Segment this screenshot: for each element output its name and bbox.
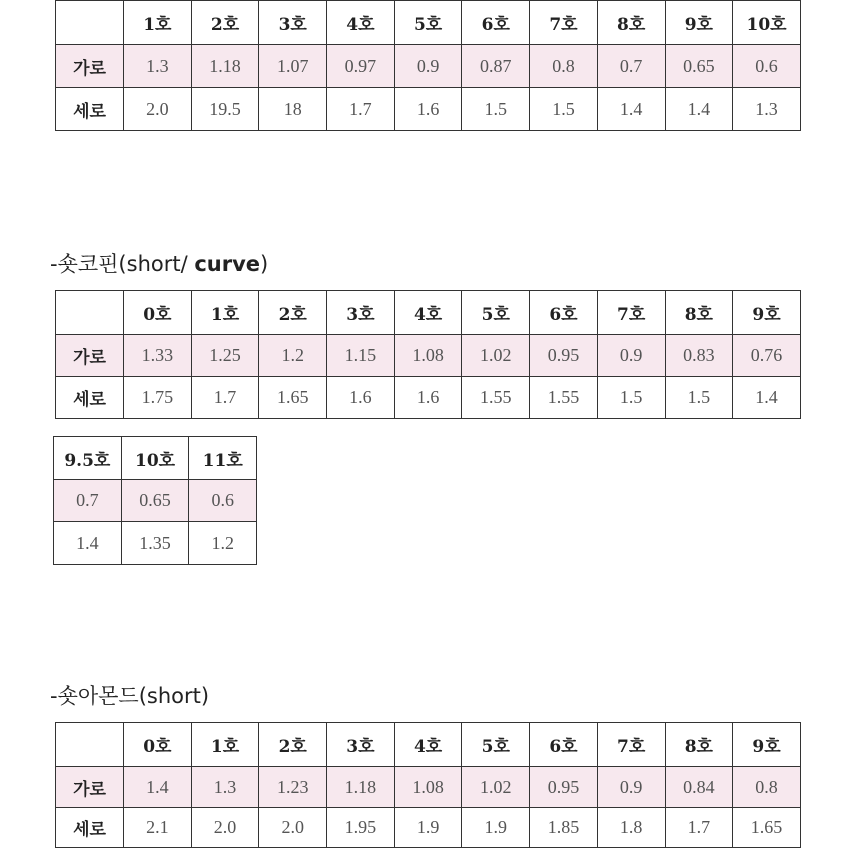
header-size-cell: 0호	[124, 291, 192, 335]
height-value-cell: 2.1	[124, 808, 192, 848]
width-value-cell: 1.18	[327, 767, 395, 808]
section-title-suffix: )	[260, 252, 269, 276]
width-value-cell: 0.97	[327, 45, 395, 88]
header-size-cell: 8호	[597, 1, 665, 45]
width-row	[54, 480, 257, 522]
header-size-cell: 4호	[327, 1, 395, 45]
height-value-cell: 1.85	[530, 808, 598, 848]
size-table-1	[55, 0, 801, 131]
header-size-cell: 0호	[124, 723, 192, 767]
width-value-cell: 0.6	[189, 480, 257, 522]
height-value-cell: 1.65	[733, 808, 801, 848]
height-value-cell: 1.5	[597, 377, 665, 419]
header-size-cell: 9호	[733, 291, 801, 335]
header-size-cell: 9.5호	[54, 437, 122, 480]
header-size-cell: 5호	[462, 723, 530, 767]
row-label-width: 가로	[56, 335, 124, 377]
header-corner-cell	[56, 291, 124, 335]
section-title-prefix: -숏코핀(short/	[50, 252, 195, 276]
header-size-cell: 7호	[597, 291, 665, 335]
width-row	[56, 767, 801, 808]
header-size-cell: 4호	[394, 723, 462, 767]
height-value-cell: 1.9	[462, 808, 530, 848]
height-value-cell: 1.6	[327, 377, 395, 419]
height-value-cell: 1.2	[189, 522, 257, 565]
header-size-cell: 7호	[530, 1, 598, 45]
height-row	[56, 88, 801, 131]
section-title-short-almond: -숏아몬드(short)	[50, 684, 210, 708]
width-value-cell: 0.7	[597, 45, 665, 88]
width-value-cell: 1.08	[394, 767, 462, 808]
size-table-3	[55, 722, 801, 848]
header-size-cell: 1호	[124, 1, 192, 45]
header-size-cell: 11호	[189, 437, 257, 480]
width-value-cell: 1.4	[124, 767, 192, 808]
table-header-row	[54, 437, 257, 480]
header-size-cell: 4호	[394, 291, 462, 335]
height-value-cell: 1.4	[665, 88, 733, 131]
width-value-cell: 1.08	[394, 335, 462, 377]
height-row	[56, 377, 801, 419]
header-size-cell: 7호	[597, 723, 665, 767]
width-value-cell: 0.95	[530, 767, 598, 808]
height-value-cell: 1.5	[665, 377, 733, 419]
header-size-cell: 1호	[191, 291, 259, 335]
section-title-short-coffin	[50, 248, 268, 278]
table-header-row	[56, 1, 801, 45]
height-value-cell: 1.6	[394, 88, 462, 131]
width-value-cell: 0.87	[462, 45, 530, 88]
header-size-cell: 5호	[462, 291, 530, 335]
height-value-cell: 1.6	[394, 377, 462, 419]
width-value-cell: 0.76	[733, 335, 801, 377]
table-header-row	[56, 291, 801, 335]
row-label-height: 세로	[56, 377, 124, 419]
header-size-cell: 9호	[665, 1, 733, 45]
header-size-cell: 10호	[733, 1, 801, 45]
width-value-cell: 0.8	[733, 767, 801, 808]
height-value-cell: 19.5	[191, 88, 259, 131]
width-value-cell: 1.2	[259, 335, 327, 377]
width-value-cell: 0.95	[530, 335, 598, 377]
width-value-cell: 0.8	[530, 45, 598, 88]
header-corner-cell	[56, 723, 124, 767]
width-row	[56, 335, 801, 377]
width-value-cell: 0.9	[597, 767, 665, 808]
section-title-bold: curve	[194, 252, 261, 276]
height-value-cell: 1.75	[124, 377, 192, 419]
height-value-cell: 1.4	[733, 377, 801, 419]
width-value-cell: 1.18	[191, 45, 259, 88]
width-row	[56, 45, 801, 88]
width-value-cell: 0.65	[121, 480, 189, 522]
height-value-cell: 2.0	[124, 88, 192, 131]
size-table-2	[55, 290, 801, 419]
width-value-cell: 1.3	[124, 45, 192, 88]
header-size-cell: 1호	[191, 723, 259, 767]
width-value-cell: 1.3	[191, 767, 259, 808]
height-value-cell: 2.0	[259, 808, 327, 848]
header-corner-cell	[56, 1, 124, 45]
width-value-cell: 0.9	[597, 335, 665, 377]
header-size-cell: 3호	[259, 1, 327, 45]
height-value-cell: 1.3	[733, 88, 801, 131]
header-size-cell: 2호	[259, 723, 327, 767]
header-size-cell: 2호	[191, 1, 259, 45]
height-value-cell: 1.9	[394, 808, 462, 848]
row-label-width: 가로	[56, 45, 124, 88]
header-size-cell: 3호	[327, 291, 395, 335]
header-size-cell: 5호	[394, 1, 462, 45]
height-value-cell: 1.4	[54, 522, 122, 565]
header-size-cell: 9호	[733, 723, 801, 767]
row-label-width: 가로	[56, 767, 124, 808]
height-value-cell: 1.65	[259, 377, 327, 419]
size-table-2-continued	[53, 436, 257, 565]
header-size-cell: 3호	[327, 723, 395, 767]
height-row	[56, 808, 801, 848]
height-value-cell: 1.5	[530, 88, 598, 131]
header-size-cell: 6호	[462, 1, 530, 45]
height-value-cell: 1.7	[191, 377, 259, 419]
width-value-cell: 0.9	[394, 45, 462, 88]
header-size-cell: 6호	[530, 291, 598, 335]
height-value-cell: 1.55	[462, 377, 530, 419]
width-value-cell: 1.07	[259, 45, 327, 88]
header-size-cell: 2호	[259, 291, 327, 335]
width-value-cell: 0.6	[733, 45, 801, 88]
height-value-cell: 1.7	[327, 88, 395, 131]
width-value-cell: 1.15	[327, 335, 395, 377]
height-value-cell: 1.55	[530, 377, 598, 419]
header-size-cell: 8호	[665, 291, 733, 335]
width-value-cell: 1.23	[259, 767, 327, 808]
width-value-cell: 0.65	[665, 45, 733, 88]
width-value-cell: 1.02	[462, 335, 530, 377]
width-value-cell: 1.33	[124, 335, 192, 377]
width-value-cell: 0.83	[665, 335, 733, 377]
width-value-cell: 0.84	[665, 767, 733, 808]
height-row	[54, 522, 257, 565]
height-value-cell: 2.0	[191, 808, 259, 848]
header-size-cell: 10호	[121, 437, 189, 480]
height-value-cell: 1.4	[597, 88, 665, 131]
table-header-row	[56, 723, 801, 767]
height-value-cell: 1.8	[597, 808, 665, 848]
header-size-cell: 6호	[530, 723, 598, 767]
width-value-cell: 1.25	[191, 335, 259, 377]
header-size-cell: 8호	[665, 723, 733, 767]
height-value-cell: 18	[259, 88, 327, 131]
row-label-height: 세로	[56, 88, 124, 131]
width-value-cell: 1.02	[462, 767, 530, 808]
row-label-height: 세로	[56, 808, 124, 848]
height-value-cell: 1.5	[462, 88, 530, 131]
height-value-cell: 1.35	[121, 522, 189, 565]
height-value-cell: 1.95	[327, 808, 395, 848]
height-value-cell: 1.7	[665, 808, 733, 848]
width-value-cell: 0.7	[54, 480, 122, 522]
